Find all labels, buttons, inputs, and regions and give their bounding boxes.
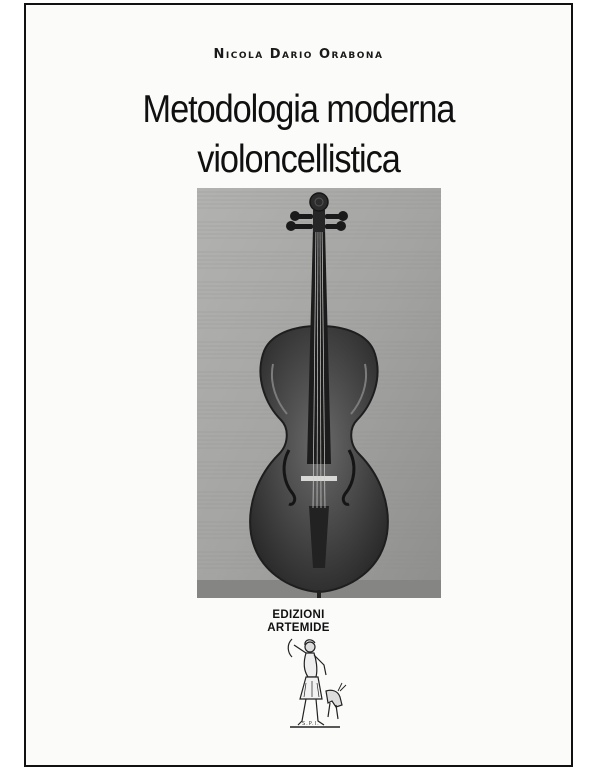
title-line-2: violoncellistica [197, 138, 400, 181]
cello-illustration [197, 188, 441, 598]
bridge [301, 476, 337, 481]
cello-photo [197, 188, 441, 598]
book-title [59, 85, 539, 185]
author-name: Nicola Dario Orabona [213, 47, 384, 62]
logo-caption: S.P.I. [302, 721, 320, 727]
publisher-name [26, 609, 571, 635]
publisher-line-1: EDIZIONI [272, 609, 325, 621]
pegbox [313, 210, 325, 232]
publisher-line-2: ARTEMIDE [267, 622, 330, 634]
artemis-logo-icon [276, 635, 356, 735]
book-cover [24, 3, 573, 767]
title-line-1: Metodologia moderna [142, 88, 455, 131]
scroll [310, 193, 328, 211]
endpin [317, 590, 321, 598]
